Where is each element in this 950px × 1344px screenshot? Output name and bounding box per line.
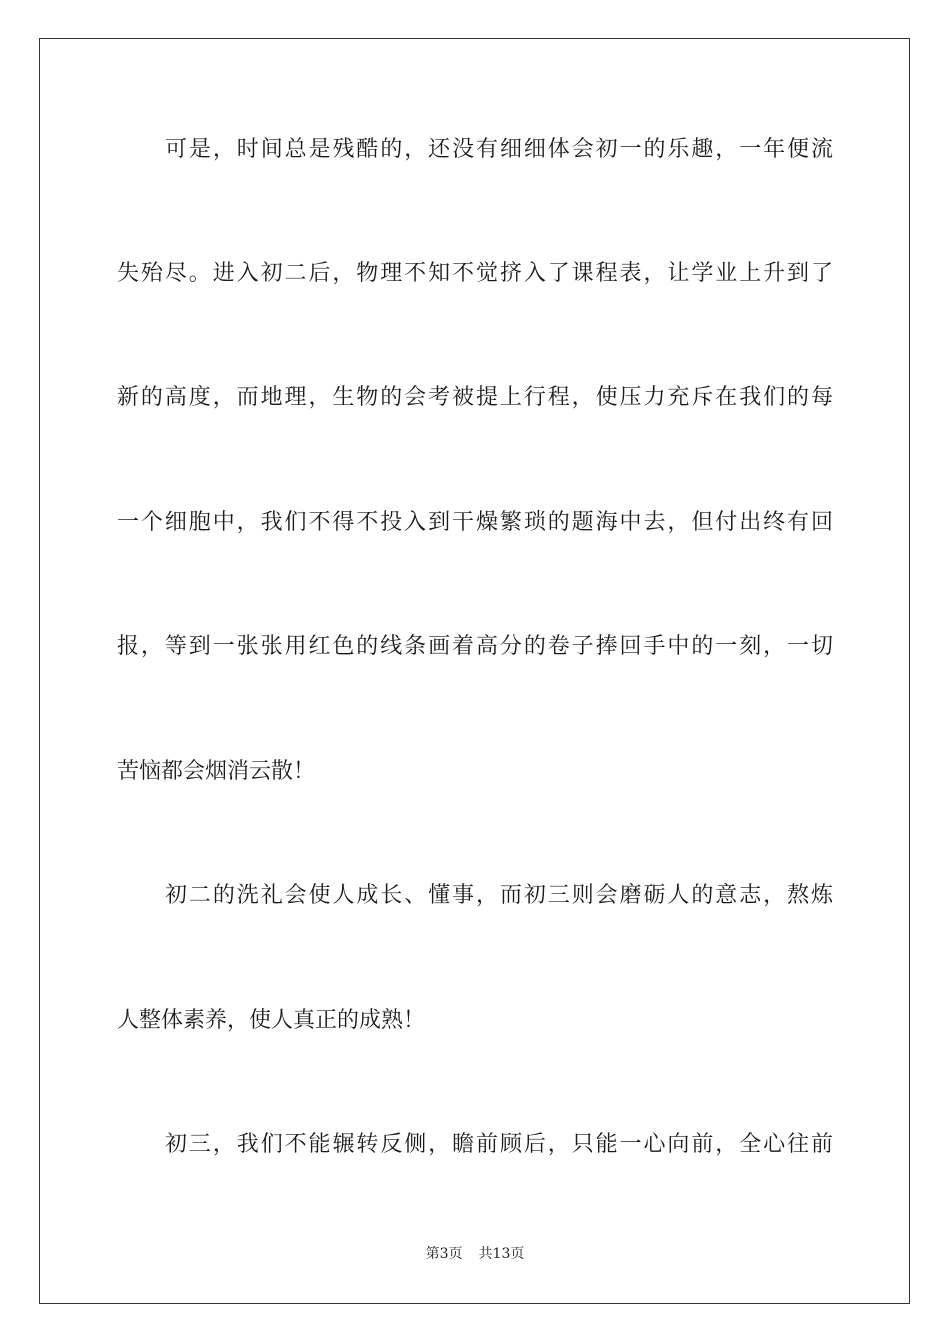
page-total: 共13页 (478, 1246, 525, 1262)
paragraph-line: 一个细胞中，我们不得不投入到干燥繁琐的题海中去，但付出终有回 (117, 510, 833, 535)
page-footer (0, 1244, 950, 1264)
paragraph-line: 报，等到一张张用红色的线条画着高分的卷子捧回手中的一刻，一切 (117, 634, 833, 659)
paragraph-line: 初三，我们不能辗转反侧，瞻前顾后，只能一心向前，全心往前 (165, 1132, 833, 1157)
paragraph-line: 初二的洗礼会使人成长、懂事，而初三则会磨砺人的意志，熬炼 (165, 883, 833, 908)
page-border (39, 38, 910, 1304)
paragraph-line: 苦恼都会烟消云散！ (117, 759, 316, 784)
paragraph-line: 人整体素养，使人真正的成熟！ (117, 1008, 426, 1033)
paragraph-line: 新的高度，而地理，生物的会考被提上行程，使压力充斥在我们的每 (117, 385, 833, 410)
paragraph-line: 失殆尽。进入初二后，物理不知不觉挤入了课程表，让学业上升到了 (117, 261, 833, 286)
page-number: 第3页 (425, 1246, 463, 1262)
paragraph-line: 可是，时间总是残酷的，还没有细细体会初一的乐趣，一年便流 (165, 137, 833, 162)
